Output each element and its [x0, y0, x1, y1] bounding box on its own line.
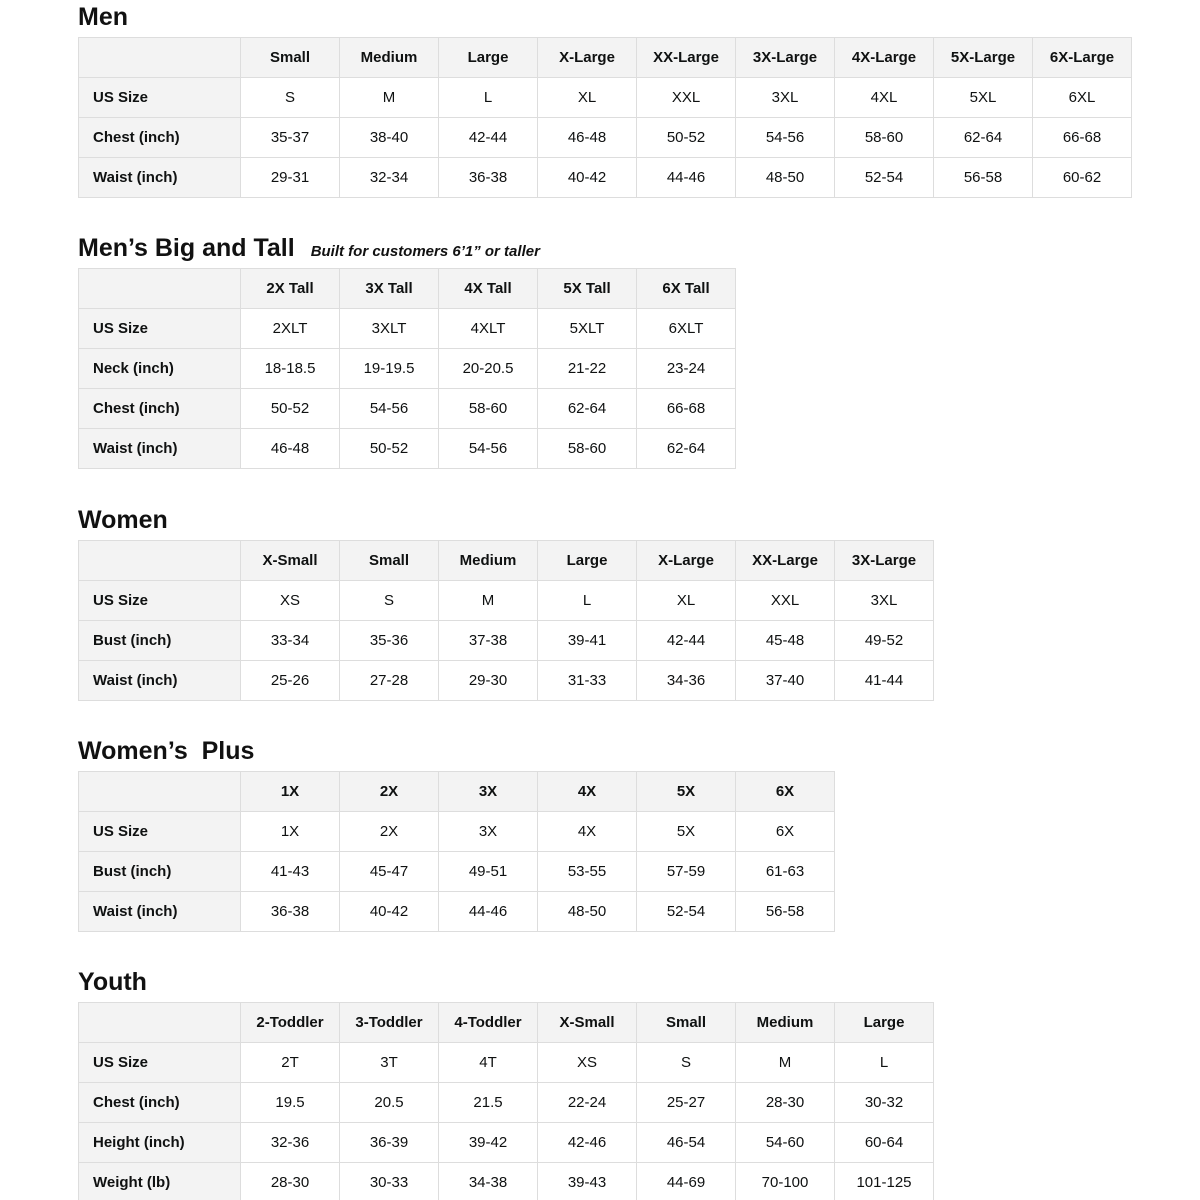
size-value-cell: 42-46 [538, 1123, 637, 1163]
section-title-mens-big-and-tall [78, 234, 736, 263]
corner-cell [79, 541, 241, 581]
table-row [79, 581, 934, 621]
row-label-cell: Waist (inch) [79, 892, 241, 932]
section-title-text: Women’s Plus [78, 737, 255, 765]
column-header-cell: Large [835, 1003, 934, 1043]
column-header-cell: Medium [340, 38, 439, 78]
column-header-cell: 3X Tall [340, 269, 439, 309]
size-value-cell: 54-60 [736, 1123, 835, 1163]
corner-cell [79, 1003, 241, 1043]
size-value-cell: 31-33 [538, 661, 637, 701]
size-value-cell: 6X [736, 812, 835, 852]
column-header-cell: X-Small [241, 541, 340, 581]
size-value-cell: 46-54 [637, 1123, 736, 1163]
size-value-cell: 52-54 [637, 892, 736, 932]
size-value-cell: XL [637, 581, 736, 621]
size-value-cell: XL [538, 78, 637, 118]
row-label-cell: Waist (inch) [79, 429, 241, 469]
header-row [79, 772, 835, 812]
column-header-cell: 4-Toddler [439, 1003, 538, 1043]
size-value-cell: 50-52 [241, 389, 340, 429]
column-header-cell: 6X Tall [637, 269, 736, 309]
womens-plus-size-table [78, 771, 835, 932]
column-header-cell: 3X-Large [835, 541, 934, 581]
section-title-women [78, 506, 934, 535]
size-value-cell: 34-36 [637, 661, 736, 701]
size-value-cell: M [340, 78, 439, 118]
size-value-cell: 45-48 [736, 621, 835, 661]
column-header-cell: 6X [736, 772, 835, 812]
size-value-cell: 39-43 [538, 1163, 637, 1200]
column-header-cell: 2X [340, 772, 439, 812]
size-value-cell: 57-59 [637, 852, 736, 892]
size-value-cell: 70-100 [736, 1163, 835, 1200]
size-value-cell: 35-36 [340, 621, 439, 661]
size-value-cell: 3XL [736, 78, 835, 118]
size-value-cell: 101-125 [835, 1163, 934, 1200]
size-value-cell: 45-47 [340, 852, 439, 892]
size-value-cell: 58-60 [439, 389, 538, 429]
column-header-cell: X-Large [538, 38, 637, 78]
header-row [79, 38, 1132, 78]
table-row [79, 389, 736, 429]
size-value-cell: 28-30 [241, 1163, 340, 1200]
size-value-cell: 22-24 [538, 1083, 637, 1123]
section-mens-big-and-tall [78, 234, 736, 469]
size-value-cell: 60-64 [835, 1123, 934, 1163]
size-value-cell: L [835, 1043, 934, 1083]
row-label-cell: Bust (inch) [79, 621, 241, 661]
size-value-cell: 44-46 [439, 892, 538, 932]
size-value-cell: S [637, 1043, 736, 1083]
row-label-cell: US Size [79, 309, 241, 349]
row-label-cell: Chest (inch) [79, 1083, 241, 1123]
size-value-cell: 66-68 [1033, 118, 1132, 158]
size-value-cell: 21-22 [538, 349, 637, 389]
size-value-cell: 54-56 [439, 429, 538, 469]
row-label-cell: US Size [79, 581, 241, 621]
table-row [79, 852, 835, 892]
size-value-cell: 36-39 [340, 1123, 439, 1163]
row-label-cell: Chest (inch) [79, 118, 241, 158]
youth-size-table [78, 1002, 934, 1200]
corner-cell [79, 269, 241, 309]
size-value-cell: 5XLT [538, 309, 637, 349]
header-row [79, 1003, 934, 1043]
size-value-cell: 56-58 [736, 892, 835, 932]
size-value-cell: 58-60 [835, 118, 934, 158]
column-header-cell: XX-Large [736, 541, 835, 581]
size-value-cell: 62-64 [637, 429, 736, 469]
size-value-cell: 3XL [835, 581, 934, 621]
men-size-table [78, 37, 1132, 198]
size-value-cell: M [439, 581, 538, 621]
size-value-cell: 38-40 [340, 118, 439, 158]
size-value-cell: 49-52 [835, 621, 934, 661]
size-value-cell: 4X [538, 812, 637, 852]
column-header-cell: 2-Toddler [241, 1003, 340, 1043]
size-value-cell: XS [538, 1043, 637, 1083]
section-title-text: Youth [78, 968, 147, 996]
size-value-cell: 40-42 [538, 158, 637, 198]
size-value-cell: 35-37 [241, 118, 340, 158]
column-header-cell: 1X [241, 772, 340, 812]
size-value-cell: 33-34 [241, 621, 340, 661]
size-value-cell: 23-24 [637, 349, 736, 389]
size-value-cell: L [439, 78, 538, 118]
size-value-cell: 48-50 [538, 892, 637, 932]
header-row [79, 269, 736, 309]
column-header-cell: X-Small [538, 1003, 637, 1043]
table-row [79, 429, 736, 469]
section-youth [78, 968, 934, 1200]
size-value-cell: 29-30 [439, 661, 538, 701]
size-value-cell: 39-41 [538, 621, 637, 661]
column-header-cell: 4X Tall [439, 269, 538, 309]
row-label-cell: Neck (inch) [79, 349, 241, 389]
size-value-cell: 66-68 [637, 389, 736, 429]
size-value-cell: 49-51 [439, 852, 538, 892]
size-value-cell: 34-38 [439, 1163, 538, 1200]
column-header-cell: Medium [439, 541, 538, 581]
size-value-cell: 54-56 [736, 118, 835, 158]
row-label-cell: Waist (inch) [79, 158, 241, 198]
size-value-cell: S [340, 581, 439, 621]
size-value-cell: 2XLT [241, 309, 340, 349]
section-title-text: Women [78, 506, 168, 534]
section-title-men [78, 3, 1132, 32]
table-row [79, 812, 835, 852]
women-size-table [78, 540, 934, 701]
size-value-cell: 40-42 [340, 892, 439, 932]
section-title-text: Men [78, 3, 128, 31]
size-value-cell: 18-18.5 [241, 349, 340, 389]
size-value-cell: 39-42 [439, 1123, 538, 1163]
size-value-cell: 32-34 [340, 158, 439, 198]
size-value-cell: 60-62 [1033, 158, 1132, 198]
table-row [79, 309, 736, 349]
column-header-cell: XX-Large [637, 38, 736, 78]
size-value-cell: 42-44 [439, 118, 538, 158]
column-header-cell: 5X-Large [934, 38, 1033, 78]
section-title-youth [78, 968, 934, 997]
row-label-cell: Waist (inch) [79, 661, 241, 701]
section-women [78, 506, 934, 701]
column-header-cell: 3X-Large [736, 38, 835, 78]
size-value-cell: 52-54 [835, 158, 934, 198]
size-value-cell: 62-64 [934, 118, 1033, 158]
column-header-cell: Medium [736, 1003, 835, 1043]
table-row [79, 1083, 934, 1123]
size-value-cell: 5XL [934, 78, 1033, 118]
size-value-cell: S [241, 78, 340, 118]
column-header-cell: 5X [637, 772, 736, 812]
row-label-cell: Height (inch) [79, 1123, 241, 1163]
table-row [79, 621, 934, 661]
row-label-cell: US Size [79, 1043, 241, 1083]
size-value-cell: 48-50 [736, 158, 835, 198]
table-row [79, 78, 1132, 118]
size-value-cell: 37-38 [439, 621, 538, 661]
size-value-cell: 62-64 [538, 389, 637, 429]
section-subtitle-text: Built for customers 6’1” or taller [310, 243, 540, 260]
size-value-cell: 27-28 [340, 661, 439, 701]
size-value-cell: 5X [637, 812, 736, 852]
column-header-cell: 5X Tall [538, 269, 637, 309]
size-value-cell: 41-44 [835, 661, 934, 701]
size-value-cell: 50-52 [637, 118, 736, 158]
row-label-cell: US Size [79, 78, 241, 118]
corner-cell [79, 772, 241, 812]
size-value-cell: 21.5 [439, 1083, 538, 1123]
size-value-cell: 30-32 [835, 1083, 934, 1123]
size-value-cell: 1X [241, 812, 340, 852]
size-value-cell: 41-43 [241, 852, 340, 892]
size-value-cell: 53-55 [538, 852, 637, 892]
size-value-cell: 56-58 [934, 158, 1033, 198]
size-value-cell: XXL [637, 78, 736, 118]
column-header-cell: 2X Tall [241, 269, 340, 309]
size-value-cell: 28-30 [736, 1083, 835, 1123]
column-header-cell: Small [241, 38, 340, 78]
column-header-cell: Large [439, 38, 538, 78]
header-row [79, 541, 934, 581]
size-value-cell: 29-31 [241, 158, 340, 198]
table-row [79, 661, 934, 701]
table-row [79, 1043, 934, 1083]
size-value-cell: 19.5 [241, 1083, 340, 1123]
size-value-cell: 30-33 [340, 1163, 439, 1200]
size-value-cell: 20-20.5 [439, 349, 538, 389]
size-value-cell: M [736, 1043, 835, 1083]
size-value-cell: 58-60 [538, 429, 637, 469]
size-value-cell: 2X [340, 812, 439, 852]
row-label-cell: Chest (inch) [79, 389, 241, 429]
size-value-cell: 25-27 [637, 1083, 736, 1123]
column-header-cell: 3X [439, 772, 538, 812]
size-value-cell: 3X [439, 812, 538, 852]
section-womens-plus [78, 737, 835, 932]
size-value-cell: 6XLT [637, 309, 736, 349]
size-value-cell: 42-44 [637, 621, 736, 661]
size-value-cell: XS [241, 581, 340, 621]
size-value-cell: 46-48 [241, 429, 340, 469]
section-men [78, 3, 1132, 198]
size-value-cell: 50-52 [340, 429, 439, 469]
column-header-cell: 3-Toddler [340, 1003, 439, 1043]
size-value-cell: 4T [439, 1043, 538, 1083]
size-value-cell: 4XLT [439, 309, 538, 349]
size-value-cell: L [538, 581, 637, 621]
size-value-cell: 19-19.5 [340, 349, 439, 389]
size-value-cell: 46-48 [538, 118, 637, 158]
size-value-cell: 54-56 [340, 389, 439, 429]
size-value-cell: 3T [340, 1043, 439, 1083]
table-row [79, 892, 835, 932]
column-header-cell: X-Large [637, 541, 736, 581]
size-value-cell: 4XL [835, 78, 934, 118]
size-value-cell: XXL [736, 581, 835, 621]
size-value-cell: 44-46 [637, 158, 736, 198]
size-value-cell: 32-36 [241, 1123, 340, 1163]
size-value-cell: 61-63 [736, 852, 835, 892]
size-value-cell: 3XLT [340, 309, 439, 349]
table-row [79, 1163, 934, 1200]
row-label-cell: Bust (inch) [79, 852, 241, 892]
row-label-cell: Weight (lb) [79, 1163, 241, 1200]
table-row [79, 1123, 934, 1163]
mens-big-and-tall-size-table [78, 268, 736, 469]
size-value-cell: 6XL [1033, 78, 1132, 118]
size-value-cell: 36-38 [439, 158, 538, 198]
column-header-cell: Large [538, 541, 637, 581]
table-row [79, 349, 736, 389]
table-row [79, 118, 1132, 158]
size-value-cell: 25-26 [241, 661, 340, 701]
column-header-cell: 4X [538, 772, 637, 812]
column-header-cell: Small [340, 541, 439, 581]
corner-cell [79, 38, 241, 78]
section-title-womens-plus [78, 737, 835, 766]
size-value-cell: 44-69 [637, 1163, 736, 1200]
size-value-cell: 2T [241, 1043, 340, 1083]
column-header-cell: Small [637, 1003, 736, 1043]
size-value-cell: 37-40 [736, 661, 835, 701]
size-value-cell: 20.5 [340, 1083, 439, 1123]
column-header-cell: 6X-Large [1033, 38, 1132, 78]
size-value-cell: 36-38 [241, 892, 340, 932]
row-label-cell: US Size [79, 812, 241, 852]
column-header-cell: 4X-Large [835, 38, 934, 78]
table-row [79, 158, 1132, 198]
section-title-text: Men’s Big and Tall [78, 234, 295, 262]
